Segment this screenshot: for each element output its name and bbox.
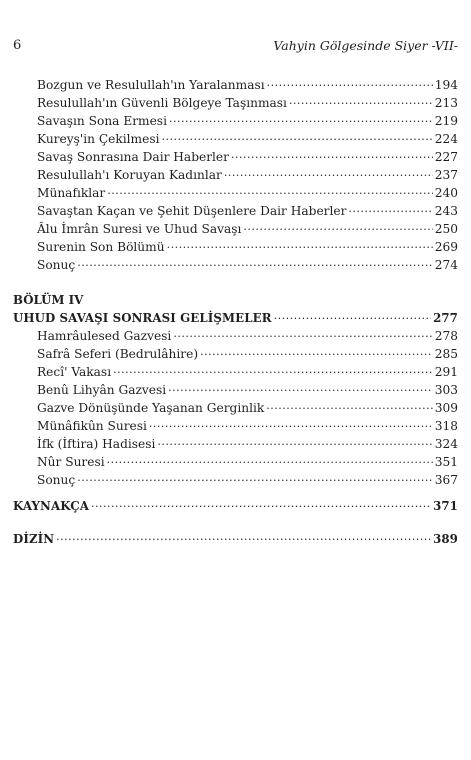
toc-entry[interactable]	[13, 471, 458, 489]
dot-leader	[77, 253, 433, 272]
toc-entry-title: Nûr Suresi	[37, 455, 105, 469]
toc-entry-page: 367	[434, 473, 458, 487]
dot-leader	[231, 145, 433, 164]
toc-entry-page: 224	[434, 132, 458, 146]
toc-entry-title: Gazve Dönüşünde Yaşanan Gerginlik	[37, 401, 265, 415]
dot-leader	[266, 396, 432, 415]
toc-entry-page: 389	[433, 532, 458, 546]
dot-leader	[161, 127, 432, 146]
section-label: BÖLÜM IV	[13, 293, 84, 307]
toc-entry-title: Benû Lihyân Gazvesi	[37, 383, 167, 397]
toc-entry-title: Münafıklar	[37, 186, 106, 200]
toc-entry-page: 324	[434, 437, 458, 451]
toc-entry-kaynakca[interactable]	[13, 497, 458, 515]
dot-leader	[173, 324, 432, 343]
toc-section-4	[13, 291, 458, 327]
toc-entry-page: 250	[434, 222, 458, 236]
toc-entry-title: Savaş Sonrasına Dair Haberler	[37, 150, 229, 164]
toc-entry-title: UHUD SAVAŞI SONRASI GELİŞMELER	[13, 311, 272, 325]
toc-kaynakca	[13, 497, 458, 515]
dot-leader	[107, 181, 433, 200]
toc-entry-title: Hamrâulesed Gazvesi	[37, 329, 172, 343]
toc-entry-page: 274	[434, 258, 458, 272]
toc-entry-title: Kureyş'in Çekilmesi	[37, 132, 160, 146]
toc-entry-page: 194	[434, 78, 458, 92]
dot-leader	[200, 342, 433, 361]
toc-entry-title: İfk (İftira) Hadisesi	[37, 437, 156, 451]
toc-entry-title: Savaştan Kaçan ve Şehit Düşenlere Dair Haberler	[37, 204, 347, 218]
dot-leader	[91, 494, 431, 513]
dot-leader	[107, 450, 433, 469]
dot-leader	[243, 217, 432, 236]
dot-leader	[167, 235, 433, 254]
toc-group-2	[13, 327, 458, 489]
toc-entry-page: 219	[434, 114, 458, 128]
toc-entry-page: 240	[434, 186, 458, 200]
dot-leader	[168, 378, 433, 397]
toc-entry-page: 285	[434, 347, 458, 361]
toc-entry-title: Âlu İmrân Suresi ve Uhud Savaşı	[37, 222, 242, 236]
dot-leader	[274, 306, 431, 325]
toc-entry-title: Sonuç	[37, 473, 76, 487]
toc-entry[interactable]	[13, 256, 458, 274]
toc-entry-title: Safrâ Seferi (Bedrulâhire)	[37, 347, 199, 361]
toc-entry-title: Münâfikûn Suresi	[37, 419, 147, 433]
running-title: Vahyin Gölgesinde Siyer -VII-	[273, 38, 458, 53]
toc-entry-title: Savaşın Sona Ermesi	[37, 114, 167, 128]
toc-entry-page: 291	[434, 365, 458, 379]
dot-leader	[56, 527, 431, 546]
dot-leader	[224, 163, 433, 182]
toc-entry-page: 277	[433, 311, 458, 325]
dot-leader	[149, 414, 433, 433]
toc-entry-title: Resulullah'ın Güvenli Bölgeye Taşınması	[37, 96, 287, 110]
toc-group-1	[13, 76, 458, 274]
dot-leader	[157, 432, 432, 451]
dot-leader	[348, 199, 432, 218]
dot-leader	[169, 109, 433, 128]
dot-leader	[267, 73, 433, 92]
toc-entry-dizin[interactable]	[13, 530, 458, 548]
toc-entry-page: 371	[433, 499, 458, 513]
toc-entry-title: Surenin Son Bölümü	[37, 240, 165, 254]
toc-entry-title: Bozgun ve Resulullah'ın Yaralanması	[37, 78, 265, 92]
toc-entry-page: 237	[434, 168, 458, 182]
toc-entry-page: 278	[434, 329, 458, 343]
toc-entry-page: 351	[434, 455, 458, 469]
dot-leader	[289, 91, 433, 110]
toc-entry-page: 309	[434, 401, 458, 415]
toc-entry-title: Sonuç	[37, 258, 76, 272]
toc-entry-page: 213	[434, 96, 458, 110]
toc-entry-page: 303	[434, 383, 458, 397]
toc-entry-page: 269	[434, 240, 458, 254]
page-header	[13, 38, 458, 56]
dot-leader	[113, 360, 433, 379]
toc-entry-page: 243	[434, 204, 458, 218]
toc-entry-page: 318	[434, 419, 458, 433]
toc-entry-title: KAYNAKÇA	[13, 499, 89, 513]
toc-entry-page: 227	[434, 150, 458, 164]
page-number: 6	[13, 38, 22, 53]
toc-dizin	[13, 530, 458, 548]
toc-entry-title: Recî' Vakası	[37, 365, 112, 379]
toc-entry-title: DİZİN	[13, 532, 55, 546]
dot-leader	[77, 468, 433, 487]
toc-entry-title: Resulullah'ı Koruyan Kadınlar	[37, 168, 222, 182]
